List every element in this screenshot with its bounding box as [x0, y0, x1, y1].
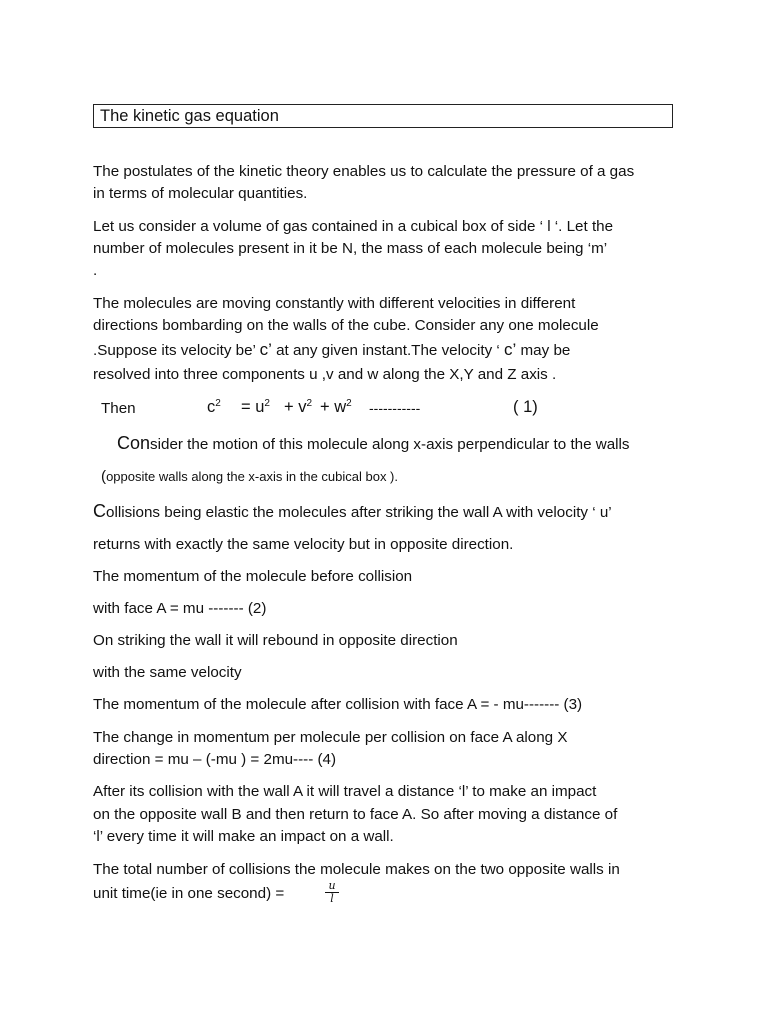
paragraph-line: Let us consider a volume of gas contained in a cubical box of side ‘ l ‘. Let the: [93, 218, 614, 235]
equation-term-w: [320, 398, 352, 417]
fraction-numerator: u: [325, 880, 339, 893]
text-run-large: Con: [117, 433, 151, 453]
paragraph-line: resolved into three components u ,v and w along the X,Y and Z axis .: [93, 366, 557, 383]
superscript: 2: [264, 398, 270, 409]
fraction-denominator: l: [330, 892, 334, 905]
then-label: Then: [101, 400, 136, 417]
superscript: 2: [306, 398, 313, 409]
paragraph-line: on the opposite wall B and then return to face A. So after moving a distance of: [93, 806, 618, 823]
fraction-u-over-l: [325, 880, 339, 905]
paragraph-line: [93, 501, 612, 523]
paragraph-line: with face A = mu ------- (2): [93, 600, 267, 617]
text-run: sider the motion of this molecule along x-axis perpendicular to the walls: [150, 436, 630, 453]
paragraph-line: On striking the wall it will rebound in opposite direction: [93, 632, 458, 649]
paragraph-line: The molecules are moving constantly with different velocities in different: [93, 295, 576, 312]
symbol-c: c: [207, 398, 216, 416]
equation-term-v: [284, 398, 312, 417]
paragraph-line: [93, 340, 570, 361]
text-run: ollisions being elastic the molecules after striking the wall A with velocity ‘ u’: [106, 504, 612, 521]
paragraph-line: The momentum of the molecule before collision: [93, 568, 413, 585]
paragraph-line: unit time(ie in one second) =: [93, 885, 285, 902]
paragraph-line: returns with exactly the same velocity but in opposite direction.: [93, 536, 514, 553]
equation-dashes: -----------: [369, 400, 421, 416]
equation-1: [0, 398, 768, 422]
velocity-symbol: c’: [259, 340, 272, 359]
page-title: The kinetic gas equation: [100, 107, 279, 125]
text-run-large: C: [93, 501, 106, 521]
paragraph-line: .: [93, 262, 98, 279]
text-run: (: [101, 468, 107, 485]
term-w: + w: [320, 398, 347, 416]
text-run: may be: [516, 342, 571, 359]
paragraph-line: [101, 467, 398, 487]
paragraph-line: ‘l’ every time it will make an impact on a wall.: [93, 828, 394, 845]
paragraph-line: After its collision with the wall A it will travel a distance ‘l’ to make an impact: [93, 783, 597, 800]
term-u: = u: [241, 398, 265, 416]
superscript: 2: [346, 398, 352, 409]
paragraph-line: The momentum of the molecule after collision with face A = - mu------- (3): [93, 696, 583, 713]
paragraph-line: direction = mu – (-mu ) = 2mu---- (4): [93, 751, 337, 768]
equation-lhs: [207, 398, 221, 417]
title-box: [93, 104, 673, 128]
text-run: at any given instant.The velocity ‘: [271, 342, 505, 359]
text-run: .Suppose its velocity be’: [93, 342, 260, 359]
equation-number: ( 1): [513, 398, 538, 416]
velocity-symbol: c’: [504, 340, 517, 359]
paragraph-line: in terms of molecular quantities.: [93, 185, 308, 202]
text-run-small: opposite walls along the x-axis in the cubical box ).: [106, 469, 398, 484]
equation-term-u: [241, 398, 270, 417]
superscript: 2: [215, 398, 221, 409]
paragraph-line: The total number of collisions the molecule makes on the two opposite walls in: [93, 861, 620, 878]
paragraph-line: with the same velocity: [93, 664, 242, 681]
paragraph-line: [117, 433, 630, 455]
paragraph-line: number of molecules present in it be N, the mass of each molecule being ‘m’: [93, 240, 608, 257]
term-v: + v: [284, 398, 307, 416]
paragraph-line: directions bombarding on the walls of the cube. Consider any one molecule: [93, 317, 599, 334]
paragraph-line: The postulates of the kinetic theory enables us to calculate the pressure of a gas: [93, 163, 635, 180]
paragraph-line: The change in momentum per molecule per collision on face A along X: [93, 729, 568, 746]
